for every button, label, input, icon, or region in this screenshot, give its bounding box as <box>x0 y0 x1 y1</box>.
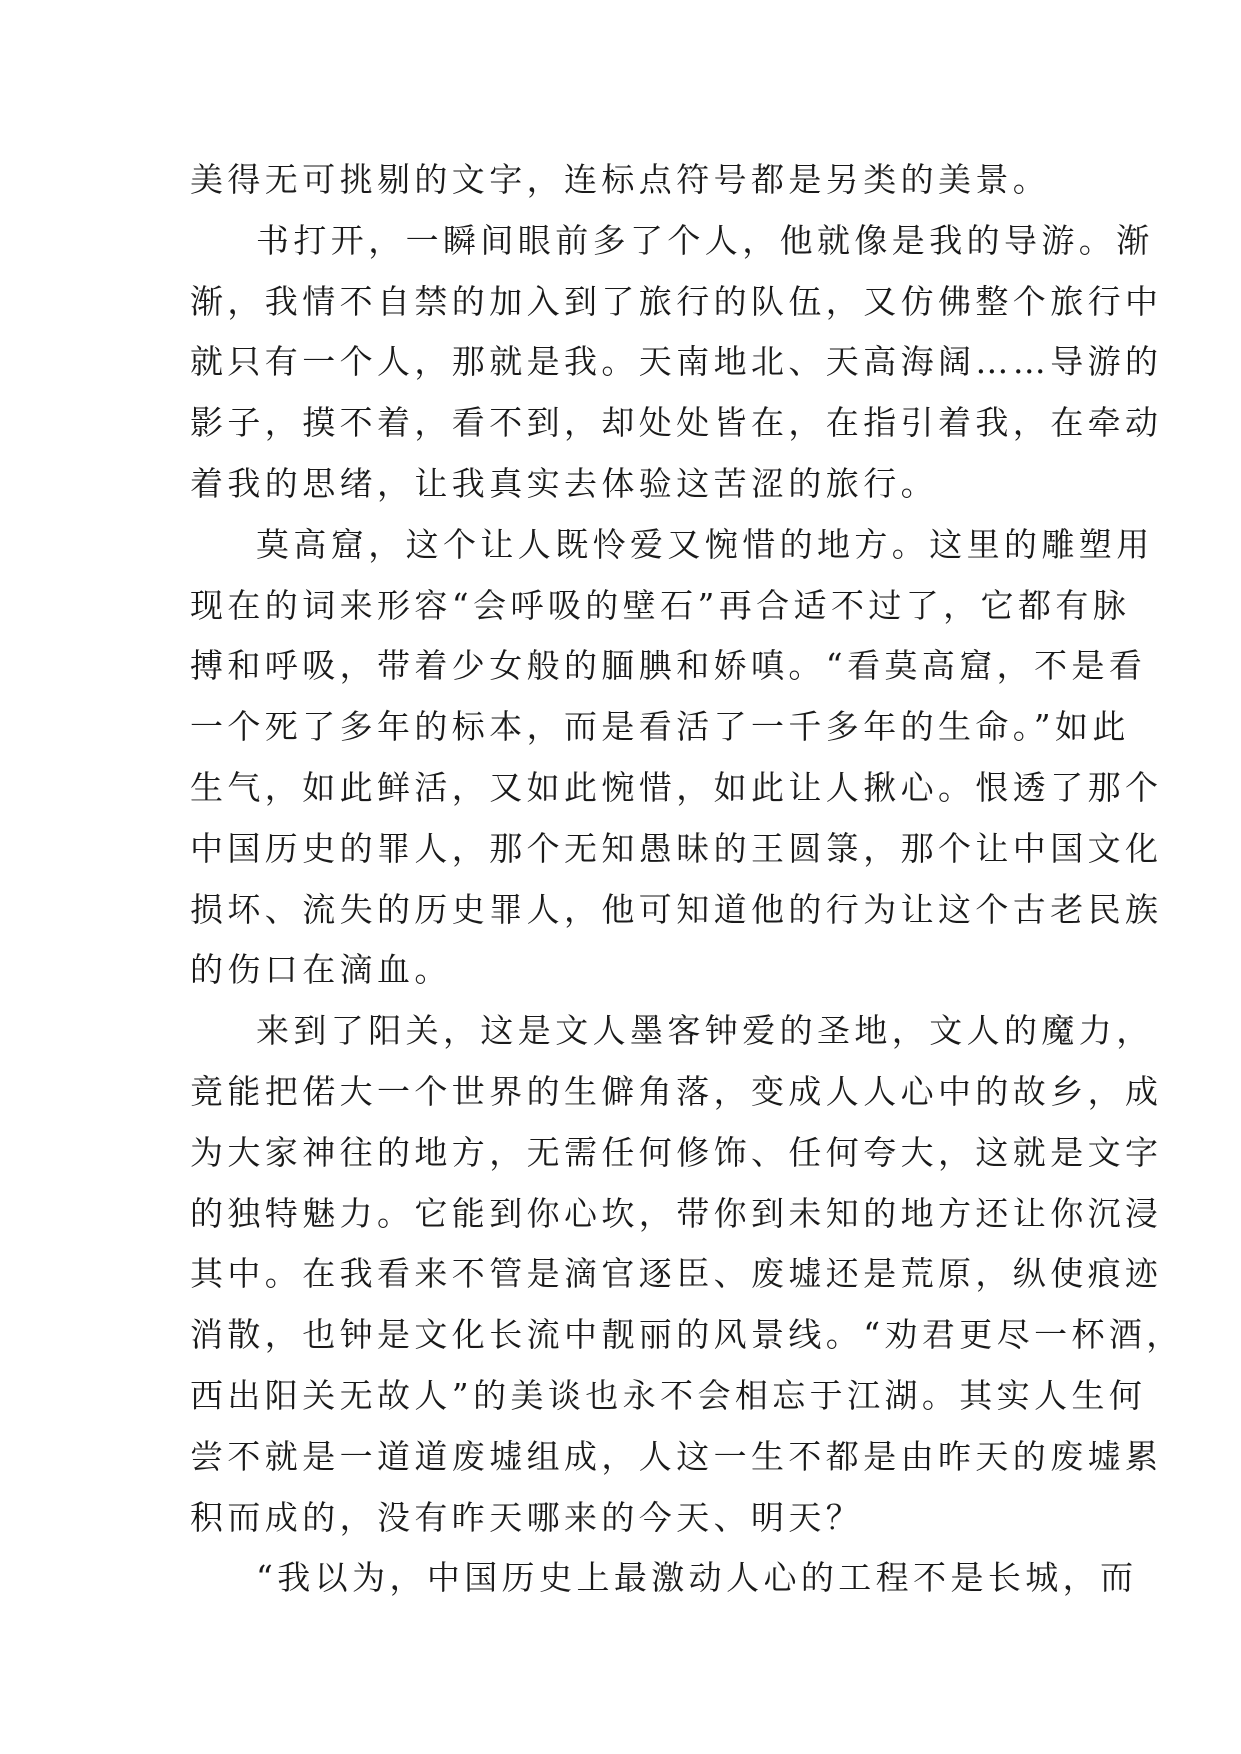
document-body-text <box>190 150 1184 1609</box>
text-line: 着我的思绪，让我真实去体验这苦涩的旅行。 <box>190 463 938 503</box>
text-line: 竟能把偌大一个世界的生僻角落，变成人人心中的故乡，成 <box>190 1071 1163 1111</box>
text-line: 西出阳关无故人”的美谈也永不会相忘于江湖。其实人生何 <box>190 1375 1147 1415</box>
paragraph-first-line: 书打开，一瞬间眼前多了个人，他就像是我的导游。渐 <box>256 220 1154 260</box>
text-line: 消散，也钟是文化长流中靓丽的风景线。“劝君更尽一杯酒， <box>190 1315 1184 1355</box>
text-line: 搏和呼吸，带着少女般的腼腆和娇嗔。“看莫高窟，不是看 <box>190 646 1147 686</box>
text-line: 为大家神往的地方，无需任何修饰、任何夸大，这就是文字 <box>190 1132 1163 1172</box>
paragraph-first-line: 来到了阳关，这是文人墨客钟爱的圣地，文人的魔力， <box>256 1011 1154 1051</box>
paragraph-first-line: 莫高窟，这个让人既怜爱又惋惜的地方。这里的雕塑用 <box>256 524 1154 564</box>
text-line: 的伤口在滴血。 <box>190 950 452 990</box>
text-line: 生气，如此鲜活，又如此惋惜，如此让人揪心。恨透了那个 <box>190 767 1163 807</box>
text-line: 一个死了多年的标本，而是看活了一千多年的生命。”如此 <box>190 707 1130 747</box>
paragraph-first-line: “我以为，中国历史上最激动人心的工程不是长城，而 <box>256 1558 1138 1598</box>
text-line: 其中。在我看来不管是滴官逐臣、废墟还是荒原，纵使痕迹 <box>190 1254 1163 1294</box>
text-line: 现在的词来形容“会呼吸的壁石”再合适不过了，它都有脉 <box>190 585 1131 625</box>
text-line: 积而成的，没有昨天哪来的今天、明天？ <box>190 1497 864 1537</box>
text-line: 影子，摸不着，看不到，却处处皆在，在指引着我，在牵动 <box>190 403 1163 443</box>
text-line: 损坏、流失的历史罪人，他可知道他的行为让这个古老民族 <box>190 889 1163 929</box>
text-line: 中国历史的罪人，那个无知愚昧的王圆箓，那个让中国文化 <box>190 828 1163 868</box>
text-line: 尝不就是一道道废墟组成，人这一生不都是由昨天的废墟累 <box>190 1436 1163 1476</box>
text-line: 渐，我情不自禁的加入到了旅行的队伍，又仿佛整个旅行中 <box>190 281 1163 321</box>
text-line: 就只有一个人，那就是我。天南地北、天高海阔……导游的 <box>190 342 1163 382</box>
text-line: 美得无可挑剔的文字，连标点符号都是另类的美景。 <box>190 160 1051 199</box>
text-line: 的独特魅力。它能到你心坎，带你到未知的地方还让你沉浸 <box>190 1193 1163 1233</box>
